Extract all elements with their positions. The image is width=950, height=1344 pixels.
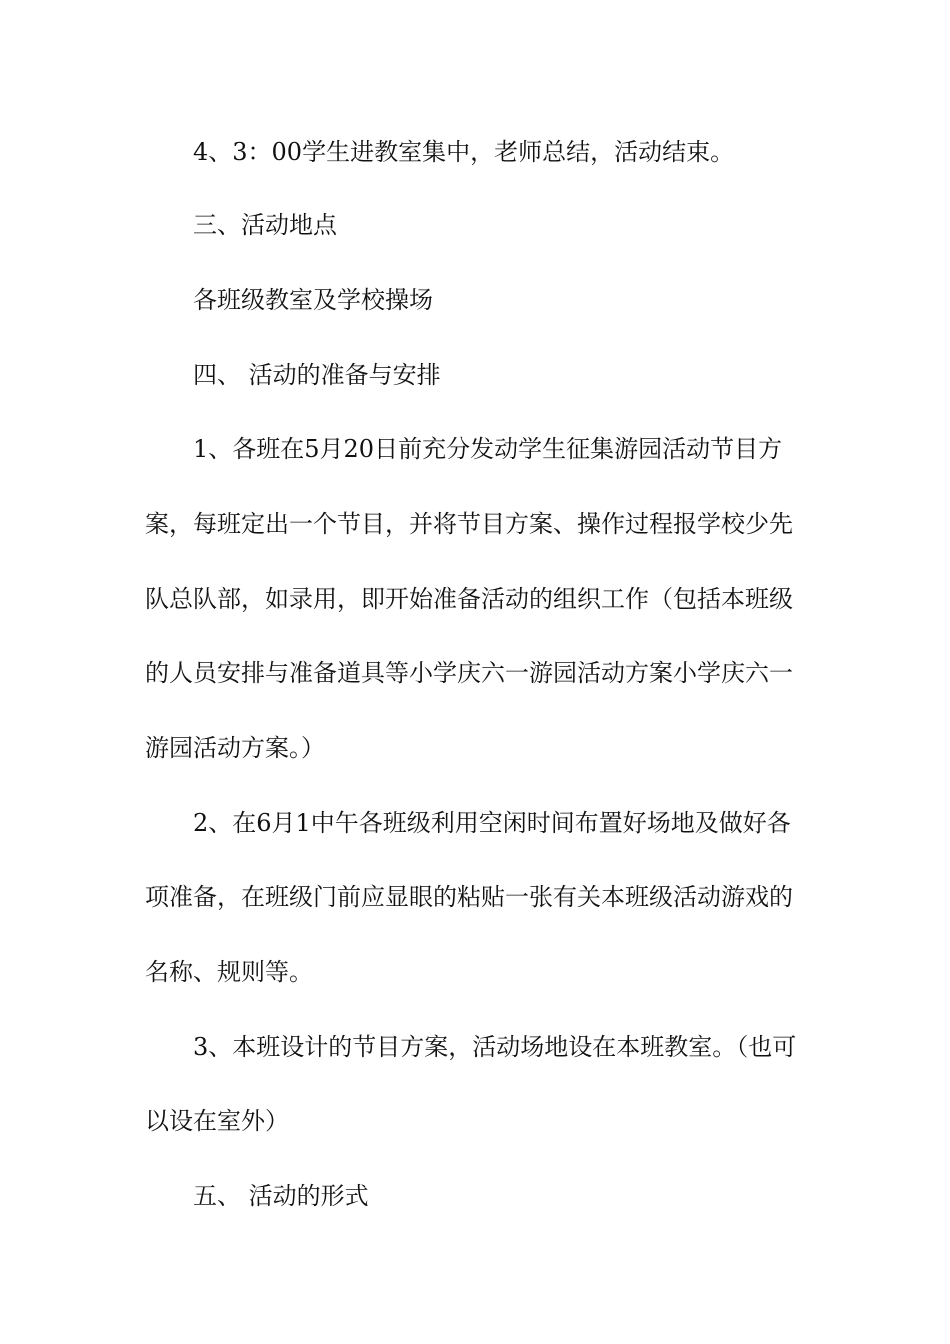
section-heading-location: 三、活动地点 xyxy=(193,211,337,239)
section-heading-format: 五、 活动的形式 xyxy=(193,1182,369,1210)
paragraph-prep-1-line-3: 队总队部，如录用，即开始准备活动的组织工作（包括本班级 xyxy=(145,585,793,613)
paragraph-prep-2-line-3: 名称、规则等。 xyxy=(145,958,313,986)
paragraph-prep-1-line-4: 的人员安排与准备道具等小学庆六一游园活动方案小学庆六一 xyxy=(145,659,793,687)
paragraph-location: 各班级教室及学校操场 xyxy=(193,286,433,314)
paragraph-item-4-summary: 4、3：00学生进教室集中，老师总结，活动结束。 xyxy=(193,138,735,166)
paragraph-prep-1-line-1: 1、各班在5月20日前充分发动学生征集游园活动节目方 xyxy=(193,435,783,463)
paragraph-prep-2-line-2: 项准备，在班级门前应显眼的粘贴一张有关本班级活动游戏的 xyxy=(145,883,793,911)
paragraph-prep-2-line-1: 2、在6月1中午各班级利用空闲时间布置好场地及做好各 xyxy=(193,809,791,837)
paragraph-prep-1-line-5: 游园活动方案。） xyxy=(145,734,325,762)
section-heading-preparation: 四、 活动的准备与安排 xyxy=(193,361,441,389)
paragraph-prep-3-line-1: 3、本班设计的节目方案，活动场地设在本班教室。（也可 xyxy=(193,1033,797,1061)
paragraph-prep-1-line-2: 案，每班定出一个节目，并将节目方案、操作过程报学校少先 xyxy=(145,510,793,538)
paragraph-prep-3-line-2: 以设在室外） xyxy=(145,1107,289,1135)
